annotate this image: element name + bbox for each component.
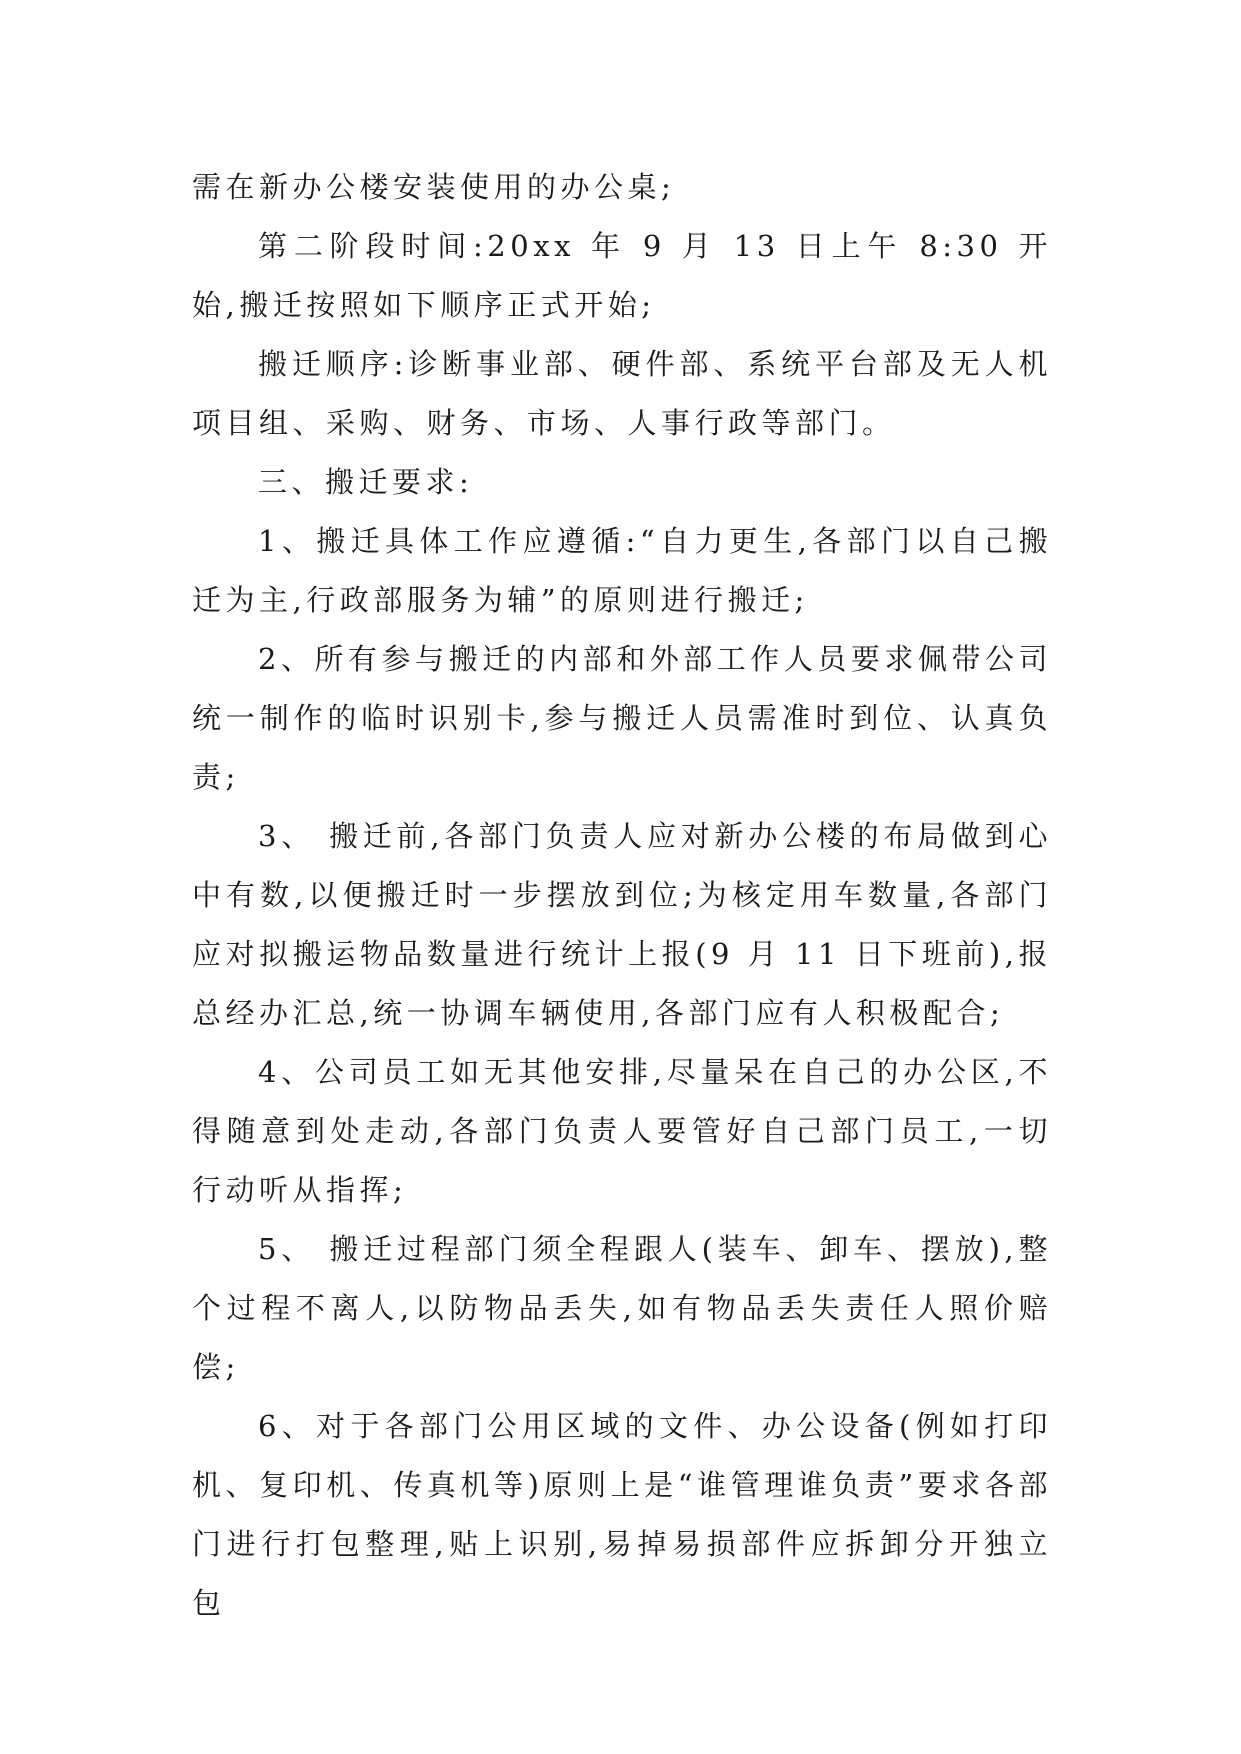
requirement-item-4: 4、公司员工如无其他安排,尽量呆在自己的办公区,不得随意到处走动,各部门负责人要管好自己部门员工,一切行动听从指挥; [192, 1055, 1052, 1207]
paragraph-phase-two-time: 第二阶段时间:20xx 年 9 月 13 日上午 8:30 开始,搬迁按照如下顺序正式开始; [192, 229, 1052, 322]
paragraph-move-order: 搬迁顺序:诊断事业部、硬件部、系统平台部及无人机项目组、采购、财务、市场、人事行政等部门。 [192, 347, 1052, 440]
requirement-item-1: 1、搬迁具体工作应遵循:“自力更生,各部门以自己搬迁为主,行政部服务为辅”的原则进行搬迁; [192, 524, 1052, 617]
document-body [192, 158, 1052, 1633]
requirement-item-6: 6、对于各部门公用区域的文件、办公设备(例如打印机、复印机、传真机等)原则上是“谁管理谁负责”要求各部门进行打包整理,贴上识别,易掉易损部件应拆卸分开独立包 [192, 1409, 1052, 1620]
requirement-item-3: 3、 搬迁前,各部门负责人应对新办公楼的布局做到心中有数,以便搬迁时一步摆放到位;为核定用车数量,各部门应对拟搬运物品数量进行统计上报(9 月 11 日下班前),报总经办汇总,统一协调车辆使用,各部门应有人积极配合; [192, 819, 1052, 1030]
requirement-item-2: 2、所有参与搬迁的内部和外部工作人员要求佩带公司统一制作的临时识别卡,参与搬迁人员需准时到位、认真负责; [192, 642, 1052, 794]
paragraph-desk-install: 需在新办公楼安装使用的办公桌; [192, 170, 676, 204]
section-heading-requirements: 三、搬迁要求: [258, 465, 474, 499]
requirement-item-5: 5、 搬迁过程部门须全程跟人(装车、卸车、摆放),整个过程不离人,以防物品丢失,如有物品丢失责任人照价赔偿; [192, 1232, 1052, 1384]
